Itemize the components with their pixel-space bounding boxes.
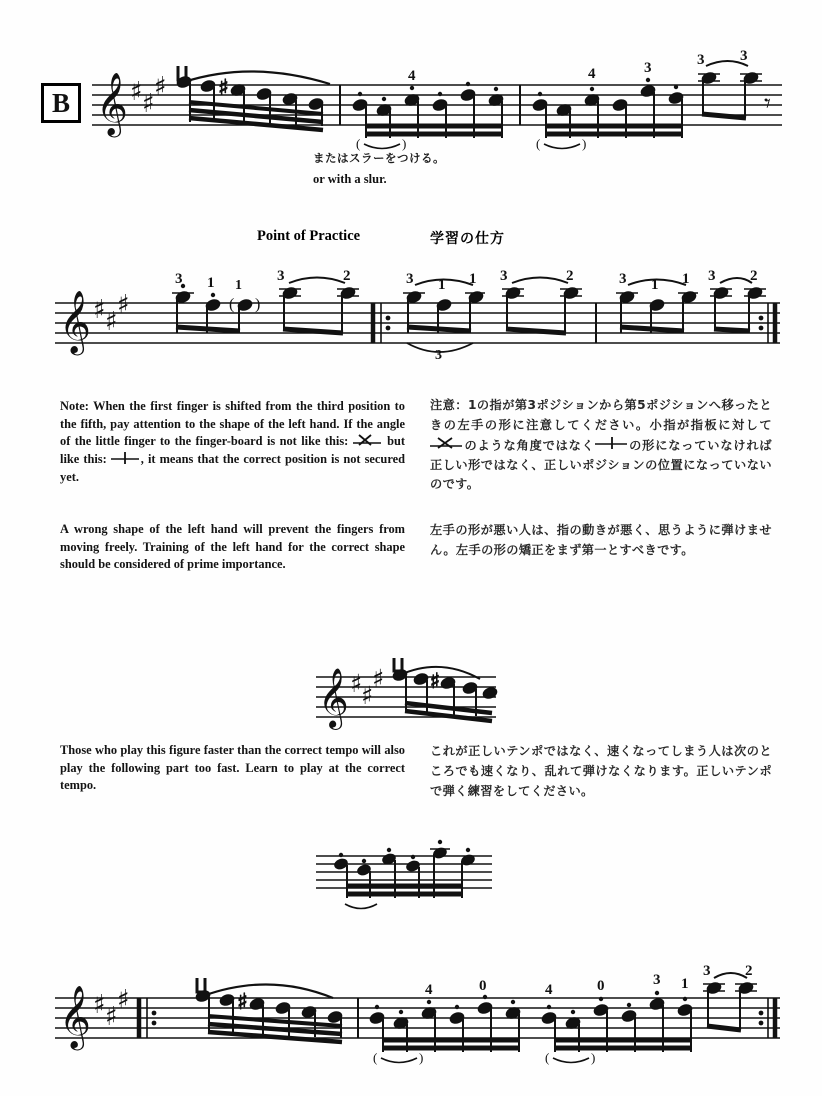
svg-text:♯: ♯ xyxy=(93,295,106,325)
svg-text:1: 1 xyxy=(469,271,477,287)
note-text-part-3: , it means that the correct position is not secured yet. xyxy=(60,452,405,485)
staff-4 xyxy=(316,836,496,918)
svg-text:2: 2 xyxy=(750,268,758,284)
svg-text:3: 3 xyxy=(406,271,414,287)
svg-text:♯: ♯ xyxy=(105,307,118,337)
staff-3 xyxy=(316,655,496,740)
svg-text:♯: ♯ xyxy=(130,77,143,107)
svg-text:4: 4 xyxy=(408,68,416,84)
staff-2 xyxy=(55,268,780,370)
svg-text:♯: ♯ xyxy=(154,72,167,102)
slur-caption-en: or with a slur. xyxy=(313,172,387,186)
svg-text:(: ( xyxy=(545,1050,550,1065)
svg-text:2: 2 xyxy=(566,268,574,284)
svg-text:3: 3 xyxy=(619,271,627,287)
svg-text:): ) xyxy=(402,136,407,151)
svg-text:1: 1 xyxy=(651,277,659,293)
svg-text:0: 0 xyxy=(597,978,605,994)
svg-text:): ) xyxy=(255,296,261,313)
svg-text:2: 2 xyxy=(343,268,351,284)
note-paragraph-jp xyxy=(430,396,772,495)
staff-5 xyxy=(55,963,780,1070)
svg-text:(: ( xyxy=(229,296,235,313)
svg-text:3: 3 xyxy=(175,271,183,287)
svg-text:1: 1 xyxy=(438,277,446,293)
svg-text:3: 3 xyxy=(653,972,661,988)
staff-1 xyxy=(92,48,782,155)
svg-text:1: 1 xyxy=(681,976,689,992)
svg-text:♯: ♯ xyxy=(117,985,130,1015)
svg-text:𝄞: 𝄞 xyxy=(96,72,128,135)
svg-text:3: 3 xyxy=(703,963,711,979)
note-paragraph-en xyxy=(60,398,405,487)
svg-text:3: 3 xyxy=(708,268,716,284)
angle-wrong-icon xyxy=(353,434,383,452)
svg-text:♯: ♯ xyxy=(117,290,130,320)
svg-text:♯: ♯ xyxy=(142,89,155,119)
svg-text:1: 1 xyxy=(682,271,690,287)
svg-text:♯: ♯ xyxy=(372,664,385,693)
svg-text:♯: ♯ xyxy=(430,669,441,693)
wrong-shape-paragraph-en: A wrong shape of the left hand will prevent the fingers from moving freely. Training of the left hand for the correct shape should be considered of prime importance. xyxy=(60,522,405,572)
svg-text:𝄞: 𝄞 xyxy=(318,668,349,728)
svg-text:𝄞: 𝄞 xyxy=(59,290,91,353)
svg-text:4: 4 xyxy=(425,982,433,998)
svg-text:1: 1 xyxy=(235,278,242,293)
svg-text:(: ( xyxy=(373,1050,378,1065)
svg-text:𝄾: 𝄾 xyxy=(764,89,771,119)
point-of-practice-heading-jp: 学習の仕方 xyxy=(430,231,505,247)
angle-correct-icon xyxy=(111,452,141,470)
wrong-shape-paragraph-jp: 左手の形が悪い人は、指の動きが悪く、思うように弾けません。左手の形の矯正をまず第一とすべきです。 xyxy=(430,523,772,557)
svg-text:0: 0 xyxy=(479,978,487,994)
angle-correct-icon-jp xyxy=(595,436,629,456)
tempo-paragraph-jp: これが正しいテンポではなく、速くなってしまう人は次のところでも速くなり、乱れて弾けなくなります。正しいテンポで弾く練習をしてください。 xyxy=(430,744,772,798)
svg-text:4: 4 xyxy=(545,982,553,998)
svg-text:1: 1 xyxy=(207,275,215,291)
svg-text:): ) xyxy=(591,1050,596,1065)
svg-text:(: ( xyxy=(536,136,541,151)
note-jp-part-3: の形になっていなければ正しい形ではなく、正しいポジションの位置になっていないのです。 xyxy=(430,437,772,492)
tempo-paragraph-en: Those who play this figure faster than the correct tempo will also play the following part too fast. Learn to play at the correct tempo. xyxy=(60,743,405,793)
slur-caption-jp: またはスラーをつける。 xyxy=(313,151,445,165)
svg-text:3: 3 xyxy=(277,268,285,284)
note-text-part-1: Note: When the first finger is shifted from the third position to the fifth, pay attention to the shape of the left hand. If the angle of the little finger to the finger-board is not like this: xyxy=(60,399,405,449)
angle-wrong-icon-jp xyxy=(430,436,464,456)
rehearsal-mark-label: B xyxy=(51,87,70,118)
svg-text:♯: ♯ xyxy=(361,681,374,710)
svg-text:): ) xyxy=(419,1050,424,1065)
svg-text:4: 4 xyxy=(588,66,596,82)
svg-text:𝄞: 𝄞 xyxy=(59,985,91,1048)
svg-text:♯: ♯ xyxy=(93,990,106,1020)
svg-text:2: 2 xyxy=(745,963,753,979)
note-jp-part-2: のような角度ではなく xyxy=(464,437,595,452)
note-jp-part-1: 注意：1の指が第3ポジションから第5ポジションへ移ったときの左手の形に注意してください。小指が指板に対して xyxy=(430,398,772,432)
svg-text:3: 3 xyxy=(644,60,652,76)
svg-text:♯: ♯ xyxy=(350,669,363,698)
svg-text:3: 3 xyxy=(500,268,508,284)
svg-text:3: 3 xyxy=(697,52,705,68)
svg-text:): ) xyxy=(582,136,587,151)
svg-text:(: ( xyxy=(356,136,361,151)
svg-text:♯: ♯ xyxy=(218,76,229,101)
svg-text:3: 3 xyxy=(435,348,442,363)
rehearsal-mark-b xyxy=(41,83,81,123)
svg-text:3: 3 xyxy=(740,48,748,64)
svg-text:♯: ♯ xyxy=(105,1002,118,1032)
svg-text:♯: ♯ xyxy=(237,990,248,1015)
point-of-practice-heading-en: Point of Practice xyxy=(257,228,361,244)
note-text-part-2: but like this: xyxy=(60,434,405,467)
